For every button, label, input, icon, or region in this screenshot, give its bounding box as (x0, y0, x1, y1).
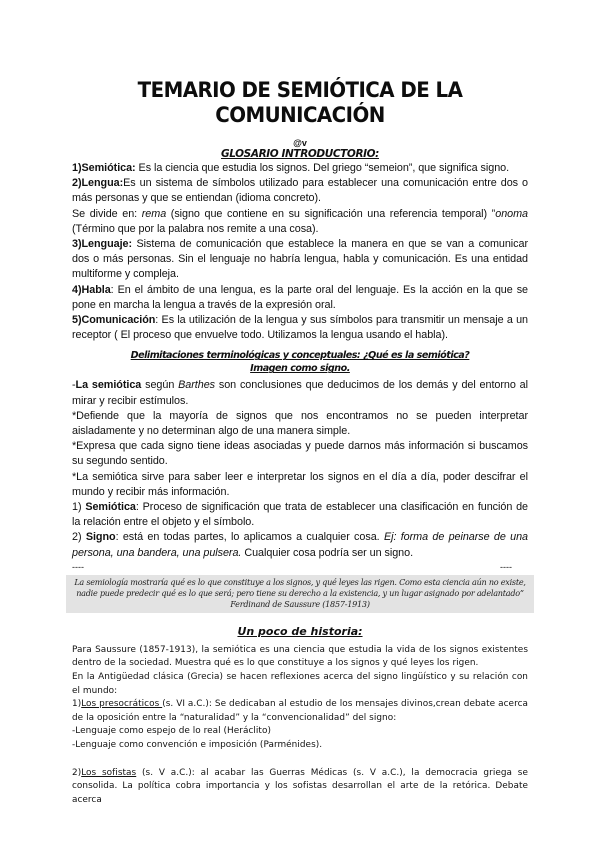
bullet-paragraph: *Expresa que cada signo tiene ideas asociadas y puede darnos más información si buscamos su segundo sentido. (72, 440, 528, 468)
page-title: TEMARIO DE SEMIÓTICA DE LA COMUNICACIÓN (137, 78, 463, 128)
glossary-item: 5)Comunicación: Es la utilización de la lengua y sus símbolos para transmitir un mensaje a un receptor ( El proceso que envuelve todo. Utilizamos la lengua usando el habla). (72, 314, 528, 342)
paragraph: 1)Los presocráticos (s. VI a.C.): Se dedicaban al estudio de los mensajes divinos,crean debate acerca de la oposición entre la “naturalidad” y la “convencionalidad” del signo: (72, 699, 528, 723)
section-heading: Delimitaciones terminológicas y conceptuales: ¿Qué es la semiótica? (130, 350, 470, 362)
glossary-item: 2)Lengua:Es un sistema de símbolos utilizado para establecer una comunicación entre dos o más personas y que se entiendan (idioma concreto). (72, 177, 528, 205)
paragraph: 2)Los sofistas (s. V a.C.): al acabar las Guerras Médicas (s. V a.C.), la democracia griega se consolida. La política cobra importancia y los sofistas desarrollan el arte de la retórica. Debate acerca (72, 767, 528, 805)
definition: 1) Semiótica: Proceso de significación que trata de establecer una clasificación en función de la relación entre el objeto y el símbolo. (72, 501, 528, 529)
paragraph: -La semiótica según Barthes son conclusiones que deducimos de los demás y del entorno al mirar y recibir estímulos. (72, 379, 528, 407)
glossary-item: 3)Lenguaje: Sistema de comunicación que establece la manera en que se van a comunicar dos o más personas. Sin el lenguaje no habría lengua, habla y comunicación. Es una entidad multiforme y compleja. (72, 238, 528, 281)
glossary-term: 1)Semiótica: (72, 162, 136, 174)
paragraph: Para Saussure (1857-1913), la semiótica es una ciencia que estudia la vida de los signos existentes dentro de la sociedad. Muestra qué es lo que constituye a los signos y qué leyes los rigen. (72, 644, 528, 669)
paragraph: En la Antigüedad clásica (Grecia) se hacen reflexiones acerca del signo lingüístico y su relación con el mundo: (72, 672, 528, 696)
history-heading: Un poco de historia: (237, 624, 363, 638)
bullet-paragraph: *La semiótica sirve para saber leer e interpretar los signos en el día a día, poder descifrar el mundo y recibir más información. (72, 470, 528, 498)
author-mark: @v (293, 138, 307, 148)
glossary-term: 2)Lengua: (72, 177, 124, 190)
glossary-heading: GLOSARIO INTRODUCTORIO: (221, 148, 379, 160)
glossary-item: 4)Habla: En el ámbito de una lengua, es la parte oral del lenguaje. Es la acción en la que se pone en marcha la lengua a través de la expresión oral. (72, 283, 528, 311)
list-item: -Lenguaje como espejo de lo real (Heráclito) (72, 726, 271, 737)
list-item: -Lenguaje como convención e imposición (Parménides). (72, 740, 323, 751)
section-subheading: Imagen como signo. (250, 363, 350, 375)
glossary-item: 1)Semiótica: Es la ciencia que estudia los signos. Del griego “semeion”, que significa signo. (72, 162, 510, 174)
quote-box: La semiología mostraría qué es lo que constituye a los signos, y qué leyes las rigen. Como esta ciencia aún no existe, nadie puede predecir qué es lo que será; pero tiene su derecho a la existencia, y un lugar asignado por adelantado” Ferdinand de Saussure (1857-1913) (66, 575, 534, 613)
glossary-divide: Se divide en: rema (signo que contiene en su significación una referencia temporal) ”onoma (Término que por la palabra nos remite a una cosa). (72, 207, 528, 235)
definition: 2) Signo: está en todas partes, lo aplicamos a cualquier cosa. Ej: forma de peinarse de una persona, una bandera, una pulsera. Cualquier cosa podría ser un signo. (72, 531, 529, 559)
bullet-paragraph: *Defiende que la mayoría de signos que nos encontramos no se pueden interpretar aisladamente y no determinan algo de una manera simple. (72, 409, 528, 438)
glossary-term: 3)Lenguaje: (72, 238, 133, 251)
glossary-term: 5)Comunicación (72, 314, 156, 327)
glossary-term: 4)Habla (72, 283, 111, 296)
separator: ---- ---- (72, 561, 512, 572)
